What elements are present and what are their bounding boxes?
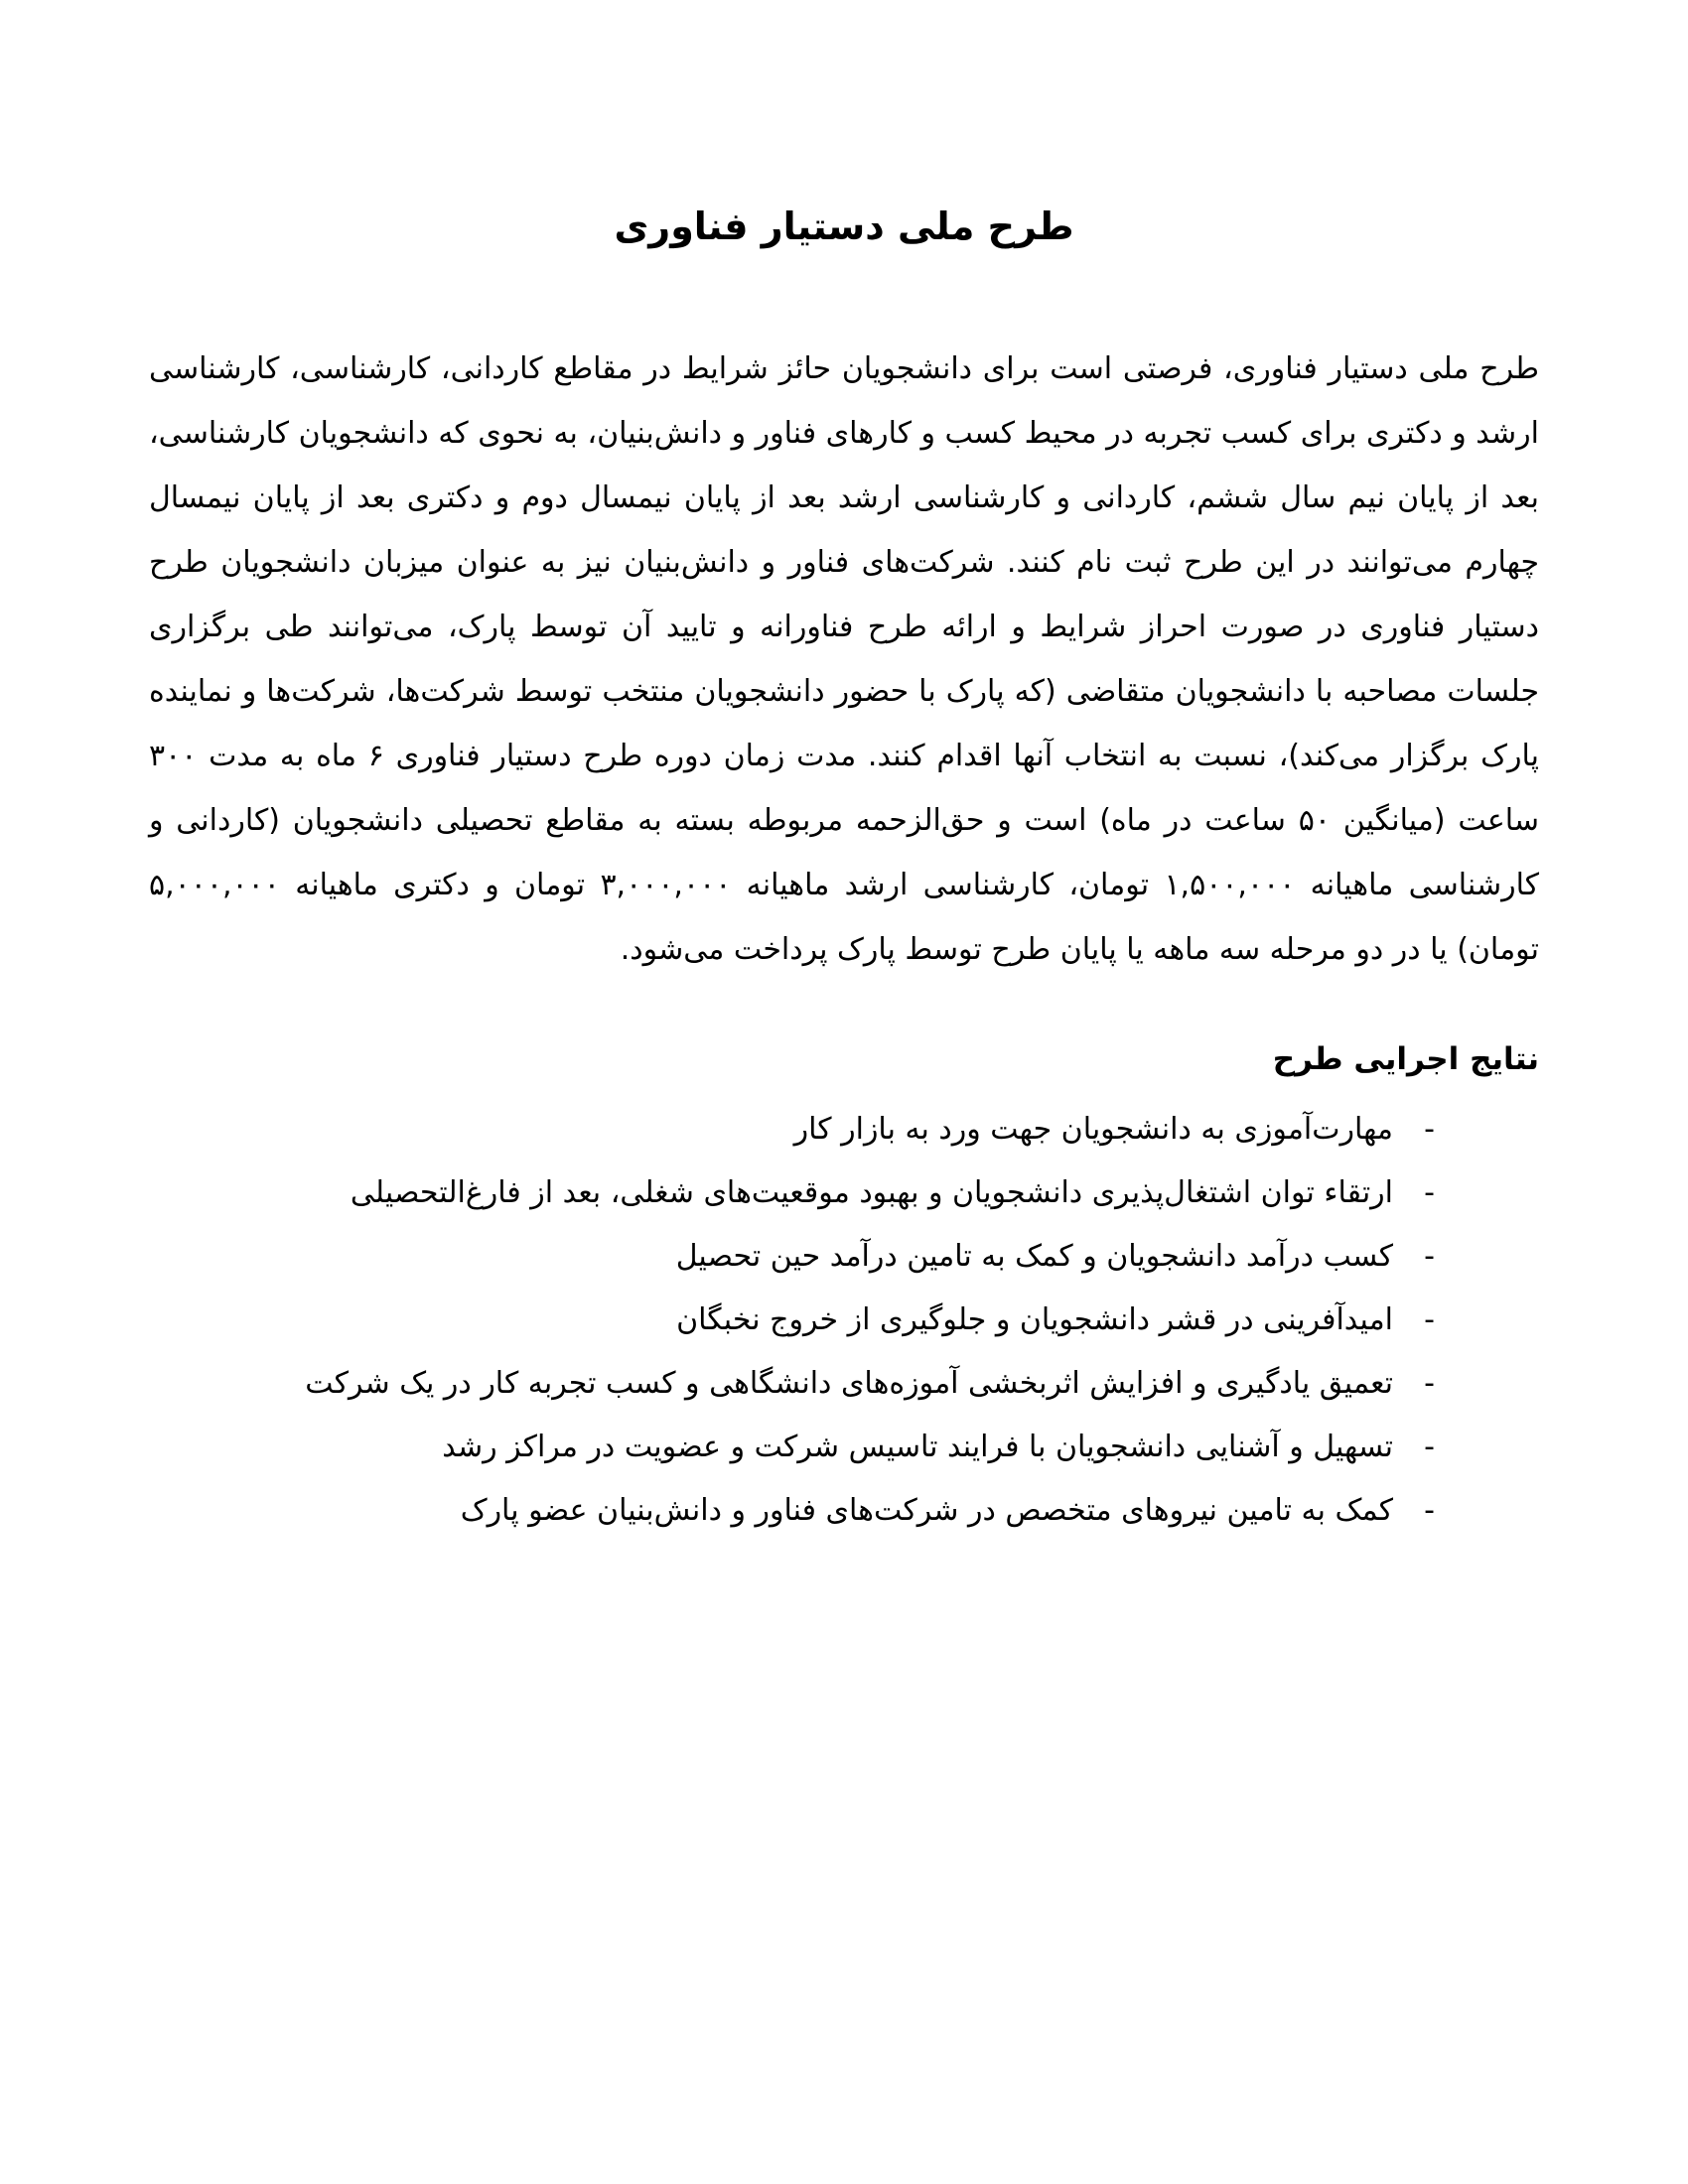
list-item [149, 1109, 1539, 1151]
list-item [149, 1363, 1539, 1405]
bullet-dash-marker: - [1424, 1112, 1435, 1147]
page-title: طرح ملی دستیار فناوری [614, 205, 1074, 248]
results-bullet-list [149, 1109, 1539, 1532]
bullet-dash-marker: - [1424, 1175, 1435, 1210]
bullet-item-text: تعمیق یادگیری و افزایش اثربخشی آموزه‌های دانشگاهی و کسب تجربه کار در یک شرکت [305, 1366, 1393, 1401]
bullet-item-text: تسهیل و آشنایی دانشجویان با فرایند تاسیس شرکت و عضویت در مراکز رشد [442, 1430, 1393, 1464]
list-item [149, 1299, 1539, 1341]
bullet-dash-marker: - [1424, 1239, 1435, 1274]
list-item [149, 1490, 1539, 1532]
bullet-item-text: مهارت‌آموزی به دانشجویان جهت ورد به بازار کار [793, 1112, 1393, 1147]
bullet-dash-marker: - [1424, 1430, 1435, 1464]
bullet-item-text: امیدآفرینی در قشر دانشجویان و جلوگیری از خروج نخبگان [676, 1302, 1393, 1337]
bullet-item-text: ارتقاء توان اشتغال‌پذیری دانشجویان و بهبود موقعیت‌های شغلی، بعد از فارغ‌التحصیلی [350, 1175, 1393, 1210]
list-item [149, 1236, 1539, 1278]
list-item [149, 1427, 1539, 1468]
bullet-item-text: کسب درآمد دانشجویان و کمک به تامین درآمد حین تحصیل [675, 1239, 1393, 1274]
bullet-dash-marker: - [1424, 1302, 1435, 1337]
bullet-item-text: کمک به تامین نیروهای متخصص در شرکت‌های فناور و دانش‌بنیان عضو پارک [460, 1493, 1393, 1528]
intro-paragraph: طرح ملی دستیار فناوری، فرصتی است برای دانشجویان حائز شرایط در مقاطع کاردانی، کارشناسی، کارشناسی ارشد و دکتری برای کسب تجربه در محیط کسب و کارهای فناور و دانش‌بنیان، به نحوی که دانشجویان کارشناسی، بعد از پایان نیم سال ششم، کاردانی و کارشناسی ارشد بعد از پایان نیمسال دوم و دکتری بعد از پایان نیمسال چهارم می‌توانند در این طرح ثبت نام کنند. شرکت‌های فناور و دانش‌بنیان نیز به عنوان میزبان دانشجویان طرح دستیار فناوری در صورت احراز شرایط و ارائه طرح فناورانه و تایید آن توسط پارک، می‌توانند طی برگزاری جلسات مصاحبه با دانشجویان متقاضی (که پارک با حضور دانشجویان منتخب توسط شرکت‌ها، شرکت‌ها و نماینده پارک برگزار می‌کند)، نسبت به انتخاب آنها اقدام کنند. مدت زمان دوره طرح دستیار فناوری ۶ ماه به مدت ۳۰۰ ساعت (میانگین ۵۰ ساعت در ماه) است و حق‌الزحمه مربوطه بسته به مقاطع تحصیلی دانشجویان (کاردانی و کارشناسی ماهیانه ۱,۵۰۰,۰۰۰ تومان، کارشناسی ارشد ماهیانه ۳,۰۰۰,۰۰۰ تومان و دکتری ماهیانه ۵,۰۰۰,۰۰۰ تومان) یا در دو مرحله سه ماهه یا پایان طرح توسط پارک پرداخت می‌شود. [149, 351, 1539, 967]
bullet-dash-marker: - [1424, 1493, 1435, 1528]
bullet-dash-marker: - [1424, 1366, 1435, 1401]
list-item [149, 1172, 1539, 1214]
section-heading-results: نتایج اجرایی طرح [1272, 1041, 1539, 1077]
